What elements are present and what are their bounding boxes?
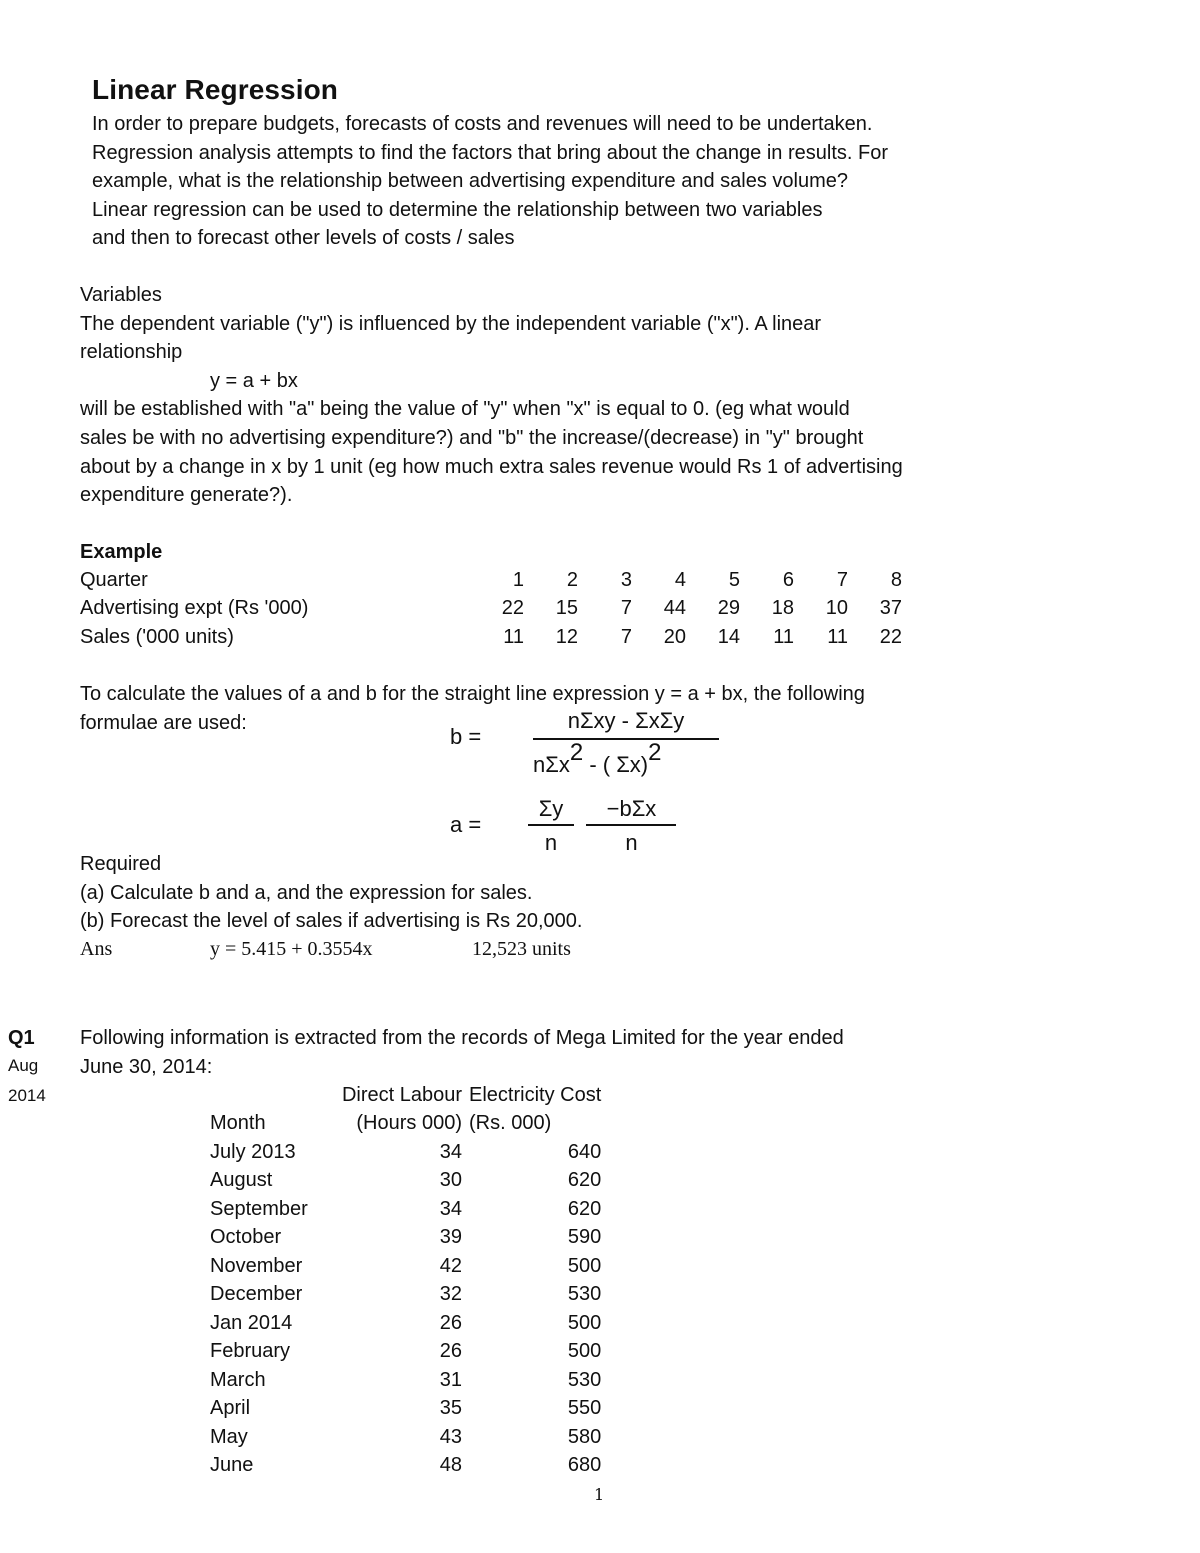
hours-cell: 34 [439,1197,462,1220]
table-cell: 2 [566,568,578,591]
cost-cell: 620 [567,1169,602,1192]
answer-units: 12,523 units [472,938,571,960]
denominator-main: nΣx [533,752,570,777]
answer-label: Ans [80,938,113,960]
table-cell: 22 [501,597,524,620]
required-item: (b) Forecast the level of sales if advertising is Rs 20,000. [80,910,583,933]
month-cell: September [210,1197,308,1220]
table-cell: 1 [512,568,524,591]
intro-line: Regression analysis attempts to find the factors that bring about the change in results. For [92,141,888,164]
table-row [210,1252,601,1281]
table-row [210,1366,601,1395]
intro-line: and then to forecast other levels of costs / sales [92,227,515,250]
exponent: 2 [648,739,662,766]
cost-cell: 500 [567,1254,602,1277]
formula-a-fraction-1 [528,794,574,856]
formula-intro-line: formulae are used: [80,712,247,734]
hours-cell: 34 [439,1140,462,1163]
formula-b-lhs: b = [450,724,482,749]
column-header: Month [210,1112,266,1135]
table-row [210,1452,601,1481]
table-cell: 15 [555,597,578,620]
table-row [210,1423,601,1452]
required-heading: Required [80,853,162,875]
intro-line: In order to prepare budgets, forecasts of costs and revenues will need to be undertaken. [92,113,873,135]
hours-cell: 35 [439,1397,462,1420]
month-cell: August [210,1169,273,1192]
variables-section [80,281,903,510]
hours-cell: 26 [439,1340,462,1363]
table-cell: 10 [825,597,848,620]
table-row [210,1395,601,1424]
fraction-numerator: Σy [538,796,564,821]
question-source-month: Aug [8,1056,39,1075]
formula-a [528,794,676,856]
table-cell: 18 [771,597,794,620]
month-cell: July 2013 [210,1140,296,1163]
hours-cell: 32 [439,1283,462,1306]
answer-expression: y = 5.415 + 0.3554x [210,938,373,960]
cost-cell: 530 [567,1283,602,1306]
table-cell: 7 [620,625,632,648]
cost-cell: 590 [567,1226,602,1249]
month-cell: May [210,1425,248,1448]
intro-line: example, what is the relationship between advertising expenditure and sales volume? [92,170,849,193]
hours-cell: 48 [439,1454,462,1477]
cost-cell: 550 [567,1397,602,1420]
table-cell: 20 [663,625,686,648]
table-row [210,1224,601,1253]
month-cell: March [210,1368,266,1391]
variables-line: The dependent variable ("y") is influenced by the independent variable ("x"). A linear [80,312,822,335]
cost-cell: 500 [567,1340,602,1363]
fraction-denominator: n [544,830,558,855]
example-table [80,566,902,652]
table-row [210,1281,601,1310]
required-item: (a) Calculate b and a, and the expression for sales. [80,881,533,904]
table-row [80,595,902,624]
intro-line: Linear regression can be used to determine the relationship between two variables [92,198,823,221]
cost-cell: 640 [567,1140,602,1163]
table-cell: 7 [836,568,848,591]
table-cell: 14 [717,625,740,648]
month-cell: October [210,1226,282,1249]
table-row [80,566,902,595]
question-label: Q1 [8,1027,35,1049]
question-text-line: June 30, 2014: [80,1056,213,1078]
cost-cell: 530 [567,1368,602,1391]
table-cell: 44 [663,597,686,620]
formula-b [533,704,719,784]
table-row [210,1309,601,1338]
cost-cell: 500 [567,1311,602,1334]
cost-cell: 680 [567,1454,602,1477]
fraction-numerator: −bΣx [606,796,657,821]
table-cell: 22 [879,625,902,648]
hours-cell: 31 [439,1368,462,1391]
page-number: 1 [594,1485,605,1504]
table-cell: 7 [620,597,632,620]
table-cell: 29 [717,597,740,620]
column-header: Electricity Cost [469,1083,602,1106]
table-cell: 12 [555,625,578,648]
column-header: Direct Labour [341,1083,462,1106]
table-header-row [210,1110,601,1139]
month-cell: April [210,1397,251,1420]
table-row [210,1338,601,1367]
table-row [210,1167,601,1196]
formula-b-numerator: nΣxy - ΣxΣy [567,708,685,733]
month-cell: June [210,1454,254,1477]
month-cell: November [210,1254,303,1277]
table-row [210,1195,601,1224]
hours-cell: 39 [439,1226,462,1249]
column-header: (Hours 000) [356,1112,462,1135]
table-row [210,1138,601,1167]
month-cell: Jan 2014 [210,1311,293,1334]
table-header-row [210,1081,601,1110]
intro-paragraph [92,110,888,253]
cost-cell: 580 [567,1425,602,1448]
q1-data-table [210,1081,601,1480]
example-heading: Example [80,541,163,563]
table-cell: 37 [879,597,902,620]
question-source-year: 2014 [8,1086,46,1105]
table-cell: 11 [503,625,524,648]
variables-line: will be established with "a" being the value of "y" when "x" is equal to 0. (eg what would [80,398,850,421]
formula-b-denominator [533,740,719,784]
table-cell: 6 [782,568,794,591]
month-cell: December [210,1283,303,1306]
row-label: Quarter [80,568,148,591]
exponent: 2 [569,739,584,766]
table-cell: 5 [728,568,740,591]
column-header [210,1081,338,1110]
hours-cell: 42 [439,1254,462,1277]
variables-line: sales be with no advertising expenditure?) and "b" the increase/(decrease) in "y" brought [80,426,864,449]
formula-a-lhs: a = [450,812,482,837]
cost-cell: 620 [567,1197,602,1220]
variables-heading: Variables [80,284,162,306]
variables-line: relationship [80,341,183,364]
hours-cell: 30 [439,1169,462,1192]
linear-equation: y = a + bx [210,369,298,392]
table-cell: 11 [773,625,794,648]
hours-cell: 43 [439,1425,462,1448]
required-section [80,850,582,936]
column-header: (Rs. 000) [469,1112,552,1135]
formula-a-fraction-2 [586,794,676,856]
table-cell: 4 [674,568,686,591]
question-text-line: Following information is extracted from the records of Mega Limited for the year ended [80,1027,844,1049]
table-cell: 8 [890,568,902,591]
row-label: Advertising expt (Rs '000) [80,597,309,620]
formula-intro-line: To calculate the values of a and b for the straight line expression y = a + bx, the following [80,683,865,705]
month-cell: February [210,1340,291,1363]
hours-cell: 26 [439,1311,462,1334]
fraction-denominator: n [625,830,638,855]
table-cell: 3 [620,568,632,591]
page-title: Linear Regression [92,74,339,105]
variables-line: about by a change in x by 1 unit (eg how much extra sales revenue would Rs 1 of advertising [80,455,903,478]
denominator-rest: - ( Σx) [583,752,649,777]
row-label: Sales ('000 units) [80,625,234,648]
table-cell: 11 [827,625,848,648]
table-row [80,623,902,652]
variables-line: expenditure generate?). [80,484,293,507]
